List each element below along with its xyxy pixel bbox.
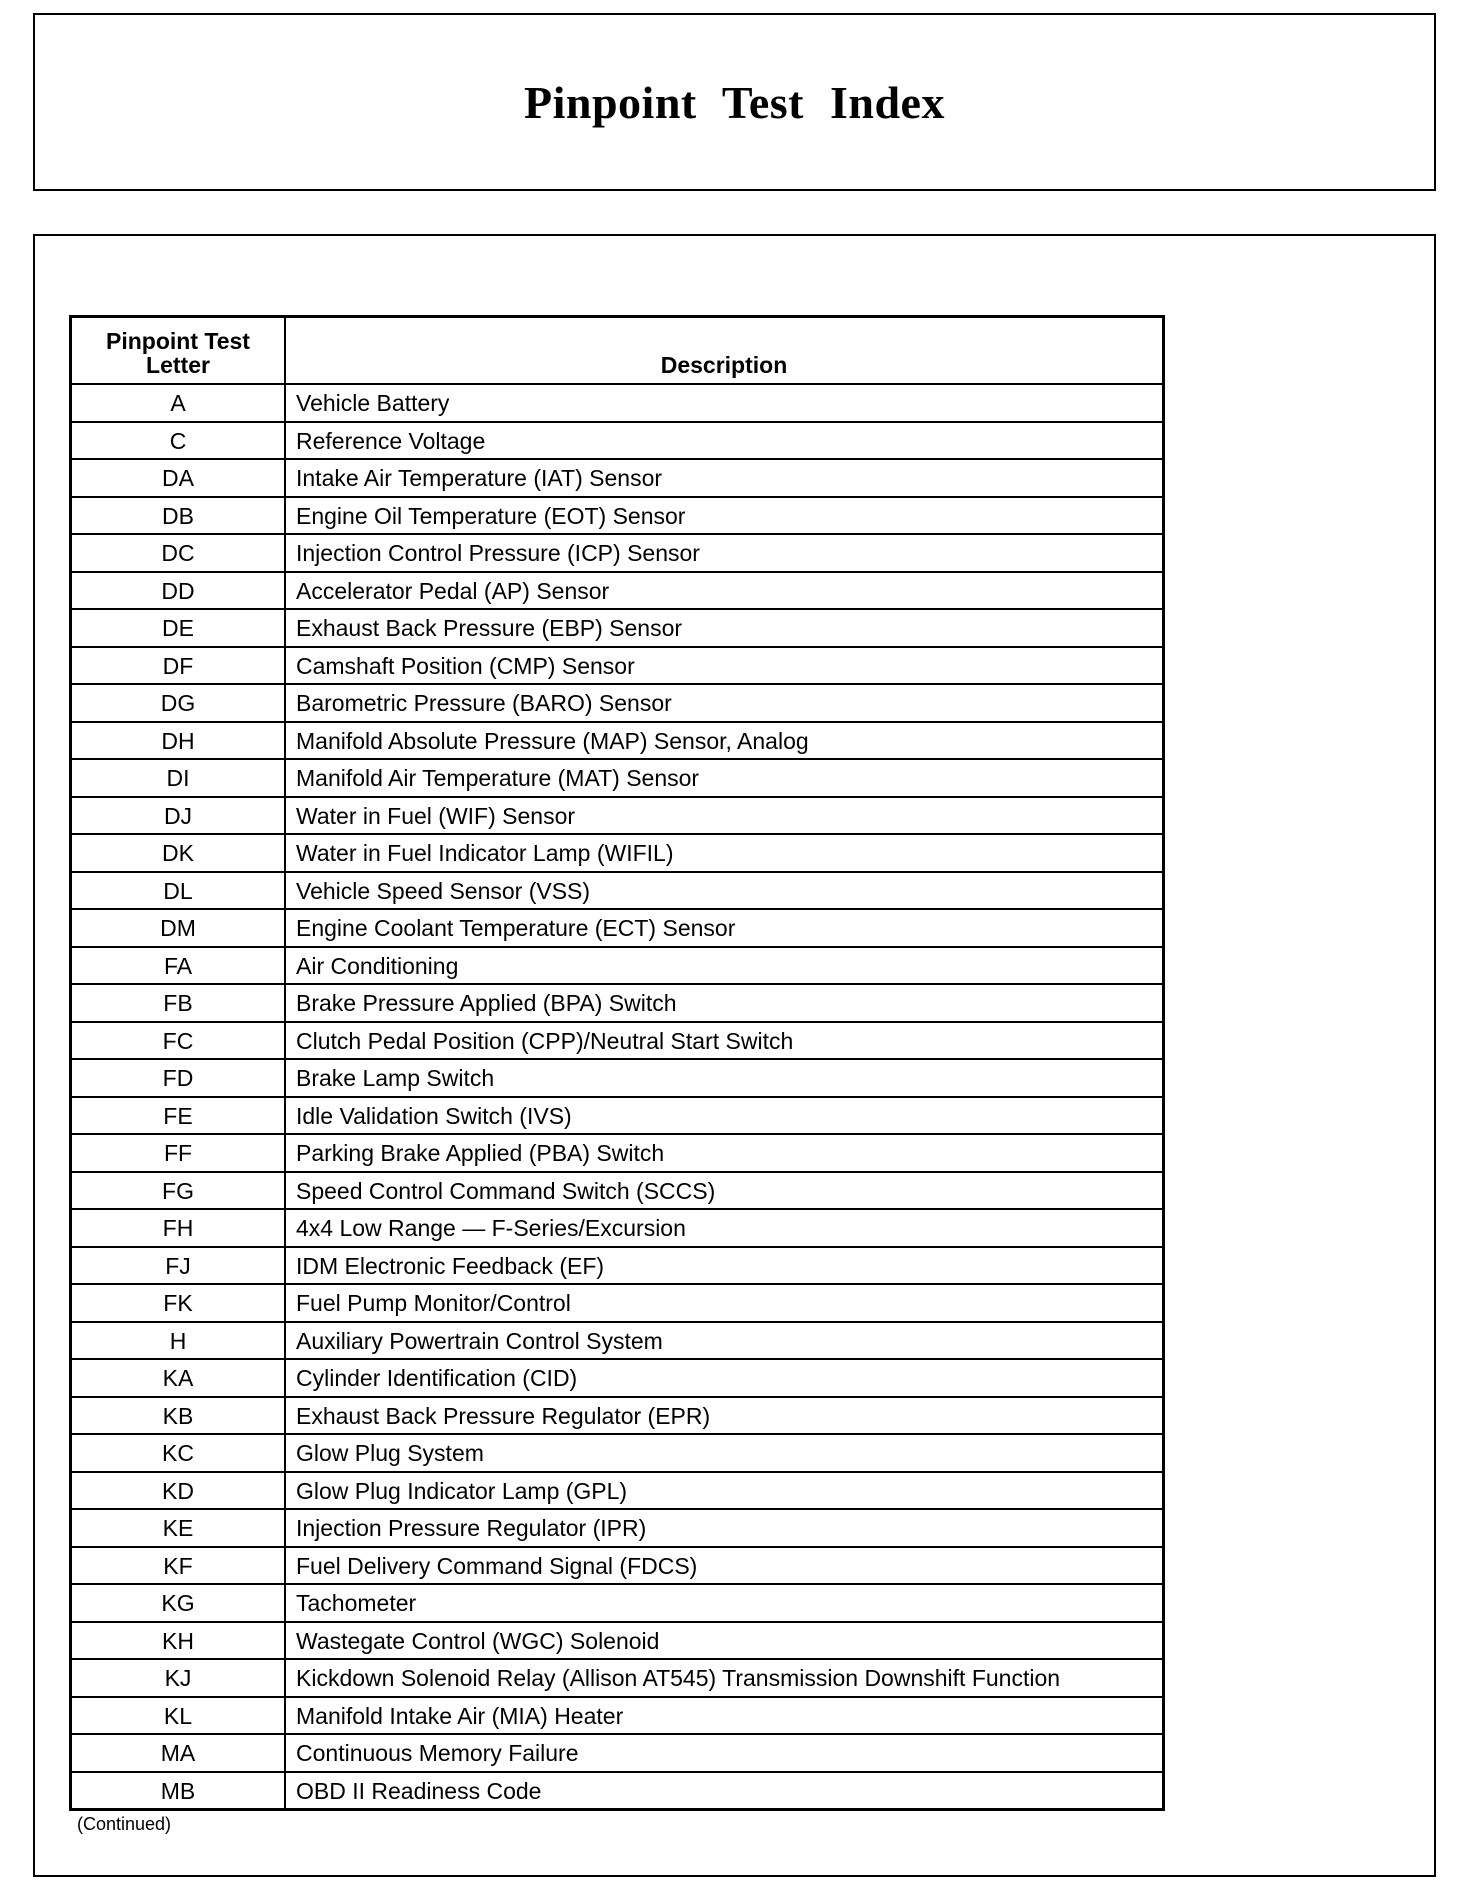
test-letter-cell: DE [71,609,286,647]
table-row [71,1434,1164,1472]
test-letter-cell: KL [71,1697,286,1735]
table-row [71,572,1164,610]
table-row [71,534,1164,572]
test-description-cell: Parking Brake Applied (PBA) Switch [285,1134,1164,1172]
table-row [71,1772,1164,1810]
table-row [71,1209,1164,1247]
table-row [71,1134,1164,1172]
table-row [71,1509,1164,1547]
test-letter-cell: KD [71,1472,286,1510]
test-description-cell: Clutch Pedal Position (CPP)/Neutral Start Switch [285,1022,1164,1060]
table-row [71,609,1164,647]
test-description-cell: Water in Fuel Indicator Lamp (WIFIL) [285,834,1164,872]
table-row [71,947,1164,985]
table-row [71,1734,1164,1772]
table-row [71,1697,1164,1735]
table-row [71,384,1164,422]
test-description-cell: Accelerator Pedal (AP) Sensor [285,572,1164,610]
table-row [71,909,1164,947]
test-letter-cell: FH [71,1209,286,1247]
table-row [71,1547,1164,1585]
test-letter-cell: DL [71,872,286,910]
test-letter-cell: FC [71,1022,286,1060]
test-letter-cell: DM [71,909,286,947]
test-letter-cell: FB [71,984,286,1022]
test-letter-cell: FK [71,1284,286,1322]
test-letter-cell: KH [71,1622,286,1660]
table-row [71,1022,1164,1060]
table-row [71,1322,1164,1360]
table-row [71,1059,1164,1097]
test-description-cell: Manifold Air Temperature (MAT) Sensor [285,759,1164,797]
table-row [71,1397,1164,1435]
continued-note: (Continued) [77,1814,172,1834]
test-description-cell: Continuous Memory Failure [285,1734,1164,1772]
table-row [71,1172,1164,1210]
test-letter-cell: DD [71,572,286,610]
title-box [33,13,1436,191]
test-description-cell: Exhaust Back Pressure (EBP) Sensor [285,609,1164,647]
test-description-cell: Fuel Delivery Command Signal (FDCS) [285,1547,1164,1585]
table-row [71,422,1164,460]
test-description-cell: Vehicle Speed Sensor (VSS) [285,872,1164,910]
test-description-cell: Engine Coolant Temperature (ECT) Sensor [285,909,1164,947]
table-row [71,759,1164,797]
test-letter-cell: FG [71,1172,286,1210]
test-letter-cell: FD [71,1059,286,1097]
test-description-cell: Kickdown Solenoid Relay (Allison AT545) Transmission Downshift Function [285,1659,1164,1697]
test-description-cell: Injection Pressure Regulator (IPR) [285,1509,1164,1547]
test-description-cell: Reference Voltage [285,422,1164,460]
test-description-cell: Tachometer [285,1584,1164,1622]
table-row [71,984,1164,1022]
test-letter-cell: KA [71,1359,286,1397]
test-letter-cell: DC [71,534,286,572]
header-letter: Pinpoint Test Letter [71,317,286,385]
table-row [71,1659,1164,1697]
table-row [71,1097,1164,1135]
test-description-cell: Glow Plug System [285,1434,1164,1472]
table-row [71,1247,1164,1285]
test-description-cell: Water in Fuel (WIF) Sensor [285,797,1164,835]
table-row [71,497,1164,535]
table-body [71,384,1164,1810]
table-row [71,459,1164,497]
test-description-cell: Vehicle Battery [285,384,1164,422]
pinpoint-test-table [69,315,1165,1811]
test-description-cell: Air Conditioning [285,947,1164,985]
test-description-cell: Fuel Pump Monitor/Control [285,1284,1164,1322]
test-letter-cell: FE [71,1097,286,1135]
test-description-cell: Camshaft Position (CMP) Sensor [285,647,1164,685]
test-description-cell: 4x4 Low Range — F-Series/Excursion [285,1209,1164,1247]
content-box [33,234,1436,1877]
test-letter-cell: DB [71,497,286,535]
test-letter-cell: DG [71,684,286,722]
table-row [71,1472,1164,1510]
table-row [71,872,1164,910]
test-letter-cell: FJ [71,1247,286,1285]
table-row [71,797,1164,835]
table-row [71,647,1164,685]
table-row [71,1284,1164,1322]
test-letter-cell: KB [71,1397,286,1435]
test-description-cell: IDM Electronic Feedback (EF) [285,1247,1164,1285]
test-letter-cell: FA [71,947,286,985]
test-description-cell: Exhaust Back Pressure Regulator (EPR) [285,1397,1164,1435]
table-row [71,1622,1164,1660]
table-row [71,1584,1164,1622]
test-letter-cell: FF [71,1134,286,1172]
test-description-cell: Brake Lamp Switch [285,1059,1164,1097]
test-letter-cell: H [71,1322,286,1360]
table-row [71,834,1164,872]
table-header-row [71,317,1164,385]
test-description-cell: Intake Air Temperature (IAT) Sensor [285,459,1164,497]
test-letter-cell: KC [71,1434,286,1472]
test-letter-cell: MB [71,1772,286,1810]
test-description-cell: Manifold Absolute Pressure (MAP) Sensor, Analog [285,722,1164,760]
test-letter-cell: KJ [71,1659,286,1697]
test-description-cell: Manifold Intake Air (MIA) Heater [285,1697,1164,1735]
test-letter-cell: KE [71,1509,286,1547]
test-description-cell: Engine Oil Temperature (EOT) Sensor [285,497,1164,535]
test-letter-cell: DK [71,834,286,872]
test-description-cell: Brake Pressure Applied (BPA) Switch [285,984,1164,1022]
test-letter-cell: C [71,422,286,460]
table-row [71,1359,1164,1397]
header-description: Description [285,317,1164,385]
test-description-cell: Wastegate Control (WGC) Solenoid [285,1622,1164,1660]
test-letter-cell: KF [71,1547,286,1585]
test-letter-cell: DI [71,759,286,797]
test-letter-cell: DA [71,459,286,497]
test-letter-cell: KG [71,1584,286,1622]
page-title: Pinpoint Test Index [524,76,945,128]
test-description-cell: Speed Control Command Switch (SCCS) [285,1172,1164,1210]
test-letter-cell: A [71,384,286,422]
test-description-cell: Auxiliary Powertrain Control System [285,1322,1164,1360]
test-letter-cell: DF [71,647,286,685]
test-description-cell: Barometric Pressure (BARO) Sensor [285,684,1164,722]
table-row [71,722,1164,760]
test-description-cell: Idle Validation Switch (IVS) [285,1097,1164,1135]
test-description-cell: Injection Control Pressure (ICP) Sensor [285,534,1164,572]
test-letter-cell: DJ [71,797,286,835]
test-letter-cell: DH [71,722,286,760]
test-description-cell: OBD II Readiness Code [285,1772,1164,1810]
test-description-cell: Cylinder Identification (CID) [285,1359,1164,1397]
test-description-cell: Glow Plug Indicator Lamp (GPL) [285,1472,1164,1510]
table-row [71,684,1164,722]
test-letter-cell: MA [71,1734,286,1772]
